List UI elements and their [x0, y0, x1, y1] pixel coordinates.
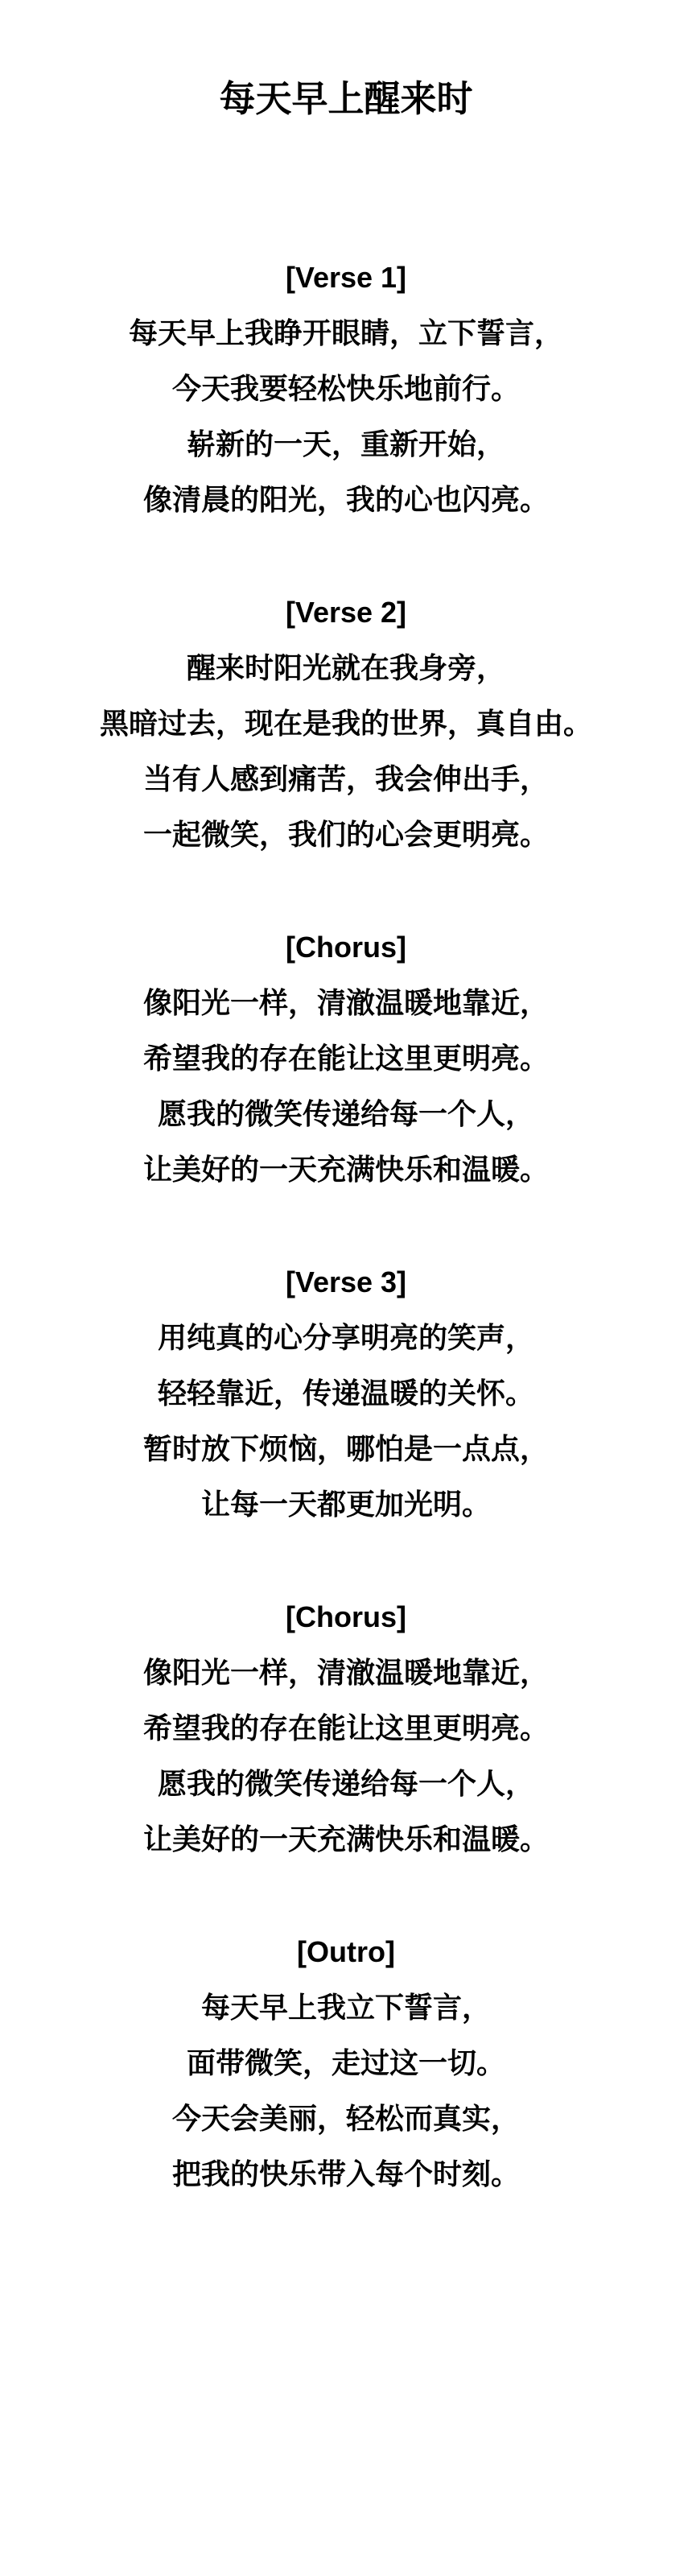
lyric-line: 一起微笑，我们的心会更明亮。: [142, 818, 549, 851]
lyric-line: 今天我要轻松快乐地前行。: [171, 372, 520, 405]
lyric-line: 像阳光一样，清澈温暖地靠近，: [142, 1656, 549, 1689]
lyric-line: 当有人感到痛苦，我会伸出手，: [142, 762, 549, 795]
lyric-line: 让美好的一天充满快乐和温暖。: [142, 1823, 549, 1856]
lyric-line: 像清晨的阳光，我的心也闪亮。: [142, 483, 549, 516]
lyric-line: 崭新的一天，重新开始，: [186, 427, 505, 460]
lyric-line: 暂时放下烦恼，哪怕是一点点，: [142, 1432, 549, 1465]
lyric-line: 今天会美丽，轻松而真实，: [171, 2102, 520, 2135]
lyric-line: 让每一天都更加光明。: [200, 1488, 491, 1521]
lyric-line: 每天早上我睁开眼睛，立下誓言，: [128, 316, 563, 349]
lyric-line: 醒来时阳光就在我身旁，: [186, 651, 505, 684]
section-header: [Verse 2]: [285, 596, 407, 629]
section-verse-1: [0, 250, 692, 527]
section-header: [Outro]: [297, 1935, 395, 1968]
lyric-line: 面带微笑，走过这一切。: [186, 2046, 505, 2079]
section-verse-2: [0, 584, 692, 862]
lyric-line: 愿我的微笑传递给每一个人，: [157, 1767, 534, 1800]
lyric-line: 希望我的存在能让这里更明亮。: [142, 1711, 549, 1744]
lyric-line: 黑暗过去，现在是我的世界，真自由。: [99, 707, 592, 740]
section-header: [Verse 1]: [285, 261, 407, 294]
lyric-line: 愿我的微笑传递给每一个人，: [157, 1097, 534, 1130]
lyric-line: 让美好的一天充满快乐和温暖。: [142, 1153, 549, 1186]
section-header: [Chorus]: [286, 1600, 406, 1633]
section-verse-3: [0, 1254, 692, 1532]
lyric-line: 轻轻靠近，传递温暖的关怀。: [157, 1377, 534, 1410]
section-header: [Verse 3]: [285, 1265, 407, 1298]
section-chorus-1: [0, 919, 692, 1197]
lyric-line: 把我的快乐带入每个时刻。: [171, 2157, 520, 2190]
lyric-line: 希望我的存在能让这里更明亮。: [142, 1042, 549, 1075]
lyric-line: 像阳光一样，清澈温暖地靠近，: [142, 986, 549, 1019]
song-title: 每天早上醒来时: [219, 78, 473, 119]
lyric-line: 每天早上我立下誓言，: [200, 1991, 491, 2024]
lyric-line: 用纯真的心分享明亮的笑声，: [157, 1321, 534, 1354]
section-outro: [0, 1924, 692, 2202]
section-chorus-2: [0, 1589, 692, 1867]
section-header: [Chorus]: [286, 931, 406, 964]
